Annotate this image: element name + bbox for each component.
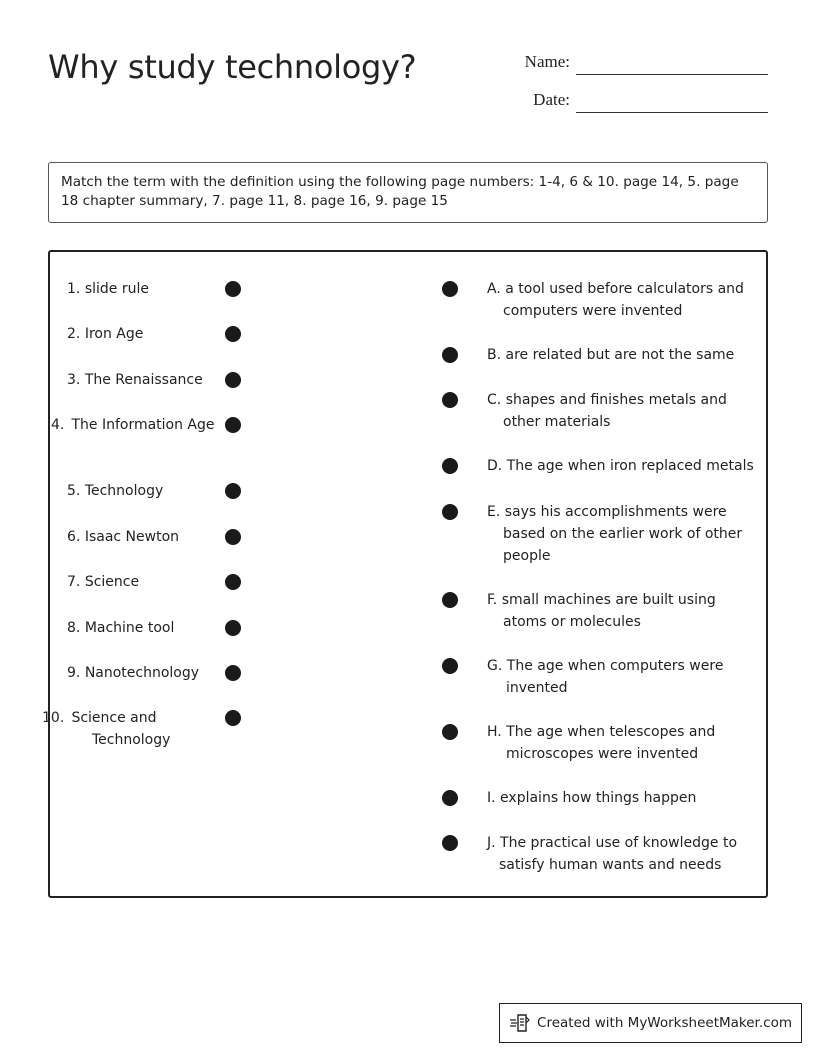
definition-text: explains how things happen <box>500 790 697 806</box>
term-number: 3. <box>67 372 81 388</box>
date-field[interactable] <box>480 90 768 114</box>
term-dot[interactable] <box>225 417 241 433</box>
term-text: Machine tool <box>84 620 175 636</box>
definition-text: small machines are built using atoms or molecules <box>501 592 716 630</box>
definition-dot[interactable] <box>442 504 458 520</box>
definition-dot[interactable] <box>442 790 458 806</box>
definition-dot[interactable] <box>442 592 458 608</box>
definition-letter: I. <box>487 790 496 806</box>
term-text: Science <box>84 574 140 590</box>
definition-letter: F. <box>487 592 498 608</box>
term-item <box>67 480 207 502</box>
definition-dot[interactable] <box>442 347 458 363</box>
definition-letter: H. <box>487 724 502 740</box>
term-item: 10. Science and Technology <box>42 710 171 748</box>
instructions-box: Match the term with the definition using the following page numbers: 1-4, 6 & 10. page 14, 5. page 18 chapter summary, 7. page 11, 8. page 16, 9. page 15 <box>48 162 768 223</box>
term-item <box>67 662 212 684</box>
term-dot[interactable] <box>225 529 241 545</box>
definition-letter: B. <box>487 347 502 363</box>
term-dot[interactable] <box>225 483 241 499</box>
definition-letter: C. <box>487 392 502 408</box>
term-item <box>67 278 207 300</box>
name-label: Name: <box>524 52 570 71</box>
definition-item <box>487 278 763 322</box>
term-text: Science and Technology <box>71 710 171 748</box>
term-text: slide rule <box>84 281 149 297</box>
definition-item <box>487 389 743 433</box>
term-item <box>67 323 207 345</box>
definition-item <box>487 655 746 699</box>
footer-text: Created with MyWorksheetMaker.com <box>537 1015 792 1031</box>
term-number: 7. <box>67 574 81 590</box>
term-number: 6. <box>67 529 81 545</box>
definition-text: a tool used before calculators and computers were invented <box>503 281 744 319</box>
term-dot[interactable] <box>225 710 241 726</box>
term-text: Nanotechnology <box>84 665 200 681</box>
matching-area <box>42 250 768 898</box>
definition-text: The practical use of knowledge to satisfy human wants and needs <box>499 835 738 873</box>
term-item <box>67 369 212 391</box>
term-item <box>67 571 207 593</box>
definition-text: The age when iron replaced metals <box>506 458 754 474</box>
term-dot[interactable] <box>225 372 241 388</box>
term-number: 5. <box>67 483 81 499</box>
term-text: The Renaissance <box>84 372 203 388</box>
definition-letter: A. <box>487 281 501 297</box>
term-text: Technology <box>84 483 164 499</box>
definition-item <box>487 501 761 567</box>
term-number: 9. <box>67 665 81 681</box>
definition-text: are related but are not the same <box>505 347 735 363</box>
term-number: 2. <box>67 326 81 342</box>
term-text: Iron Age <box>84 326 144 342</box>
definition-text: The age when computers were invented <box>506 658 724 696</box>
definition-dot[interactable] <box>442 835 458 851</box>
definition-letter: J. <box>487 835 496 851</box>
definition-item <box>487 455 757 477</box>
definition-item <box>487 721 746 765</box>
term-item <box>67 617 207 639</box>
definition-dot[interactable] <box>442 658 458 674</box>
definition-dot[interactable] <box>442 392 458 408</box>
term-text: Isaac Newton <box>84 529 180 545</box>
term-item <box>67 526 207 548</box>
footer-badge[interactable] <box>499 1003 802 1043</box>
date-label: Date: <box>533 90 570 109</box>
definition-letter: G. <box>487 658 503 674</box>
definition-text: The age when telescopes and microscopes were invented <box>506 724 716 762</box>
definition-dot[interactable] <box>442 281 458 297</box>
term-dot[interactable] <box>225 281 241 297</box>
definition-letter: E. <box>487 504 501 520</box>
definition-text: shapes and finishes metals and other materials <box>503 392 727 430</box>
page-title: Why study technology? <box>48 48 417 86</box>
term-number: 8. <box>67 620 81 636</box>
name-line[interactable] <box>576 74 768 75</box>
date-line[interactable] <box>576 112 768 113</box>
worksheet-maker-logo-icon <box>509 1013 531 1033</box>
term-dot[interactable] <box>225 665 241 681</box>
term-number: 1. <box>67 281 81 297</box>
definition-dot[interactable] <box>442 724 458 740</box>
term-dot[interactable] <box>225 620 241 636</box>
name-field[interactable] <box>480 52 768 76</box>
definition-item <box>487 344 757 366</box>
definition-letter: D. <box>487 458 503 474</box>
term-item: 4. The Information Age <box>51 417 215 433</box>
definition-dot[interactable] <box>442 458 458 474</box>
definition-item <box>487 787 757 809</box>
term-text: The Information Age <box>71 417 215 433</box>
term-dot[interactable] <box>225 326 241 342</box>
definition-item <box>487 589 743 633</box>
definition-text: says his accomplishments were based on the earlier work of other people <box>503 504 743 564</box>
term-dot[interactable] <box>225 574 241 590</box>
definition-item <box>487 832 749 876</box>
